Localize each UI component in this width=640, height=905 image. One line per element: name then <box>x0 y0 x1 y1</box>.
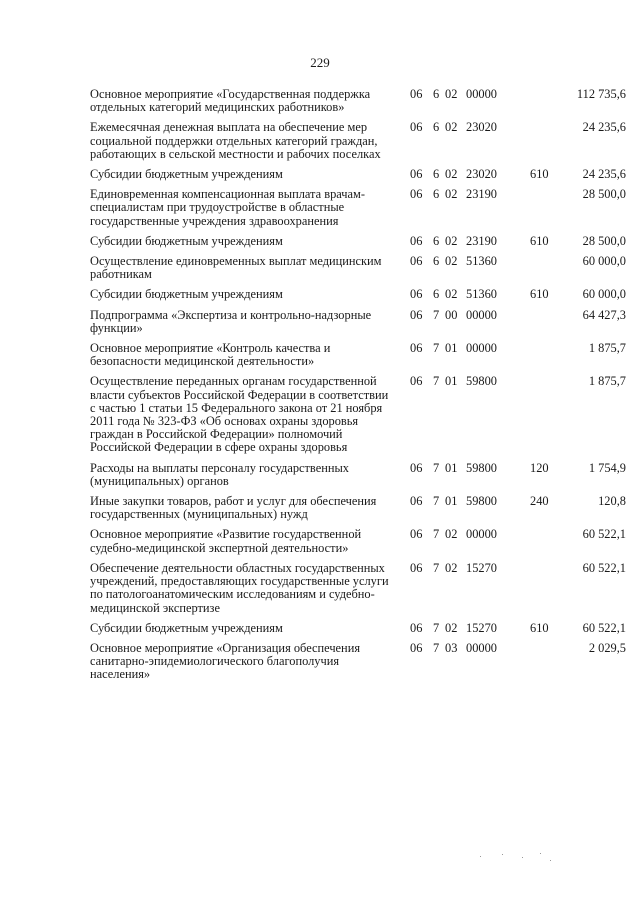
row-amount: 112 735,6 <box>576 87 626 101</box>
code-part: 02 <box>445 233 458 248</box>
row-amount: 24 235,6 <box>582 120 626 135</box>
code-part: 15270 <box>466 620 497 635</box>
budget-row <box>90 375 626 461</box>
row-expense-type: 240 <box>530 494 549 509</box>
budget-row <box>90 462 626 495</box>
row-expense-type <box>530 642 566 689</box>
row-expense-type: 610 <box>530 287 549 302</box>
row-name: Расходы на выплаты персоналу государственных (муниципальных) органов <box>90 460 349 488</box>
row-code <box>398 375 530 461</box>
code-part: 59800 <box>466 374 497 389</box>
code-part: 00000 <box>466 341 497 356</box>
row-code <box>398 562 530 622</box>
row-code <box>398 235 530 255</box>
row-code <box>398 528 530 561</box>
code-part: 02 <box>445 254 458 269</box>
code-part: 03 <box>445 640 458 655</box>
row-code <box>398 462 530 495</box>
row-amount: 60 000,0 <box>582 287 626 302</box>
scan-speck <box>480 856 481 857</box>
row-expense-type: 610 <box>530 620 549 635</box>
code-part: 06 <box>410 167 423 182</box>
row-amount: 28 500,0 <box>582 187 626 202</box>
row-code <box>398 288 530 308</box>
code-part: 02 <box>445 287 458 302</box>
code-part: 06 <box>410 233 423 248</box>
row-name: Субсидии бюджетным учреждениям <box>90 233 283 248</box>
row-code <box>398 255 530 288</box>
page-number: 229 <box>310 55 330 70</box>
budget-row <box>90 168 626 188</box>
code-part: 06 <box>410 494 423 509</box>
code-part: 7 <box>433 460 440 475</box>
row-name: Субсидии бюджетным учреждениям <box>90 167 283 182</box>
row-expense-type <box>530 309 566 342</box>
code-part: 00000 <box>466 640 497 655</box>
scan-speck <box>502 854 503 855</box>
row-name: Основное мероприятие «Развитие государственной судебно-медицинской экспертной деятельности» <box>90 527 362 555</box>
code-part: 02 <box>445 187 458 202</box>
row-name: Обеспечение деятельности областных государственных учреждений, предоставляющих государственные услуги по патологоанатомическим исследованиям и судебно-медицинской экспертизе <box>90 560 389 615</box>
budget-row <box>90 121 626 168</box>
scan-artifacts <box>480 850 560 862</box>
code-part: 06 <box>410 341 423 356</box>
scan-speck <box>540 853 541 854</box>
code-part: 23190 <box>466 233 497 248</box>
row-expense-type <box>530 342 566 375</box>
budget-row <box>90 288 626 308</box>
code-part: 06 <box>410 620 423 635</box>
budget-row <box>90 642 626 689</box>
row-expense-type <box>530 562 566 622</box>
row-name: Ежемесячная денежная выплата на обеспечение мер социальной поддержки отдельных категорий граждан, работающих в сельской местности и рабочих поселках <box>90 120 381 161</box>
code-part: 02 <box>445 560 458 575</box>
row-amount: 60 522,1 <box>582 620 626 635</box>
scan-speck <box>550 860 551 861</box>
code-part: 02 <box>445 120 458 135</box>
code-part: 6 <box>433 233 440 248</box>
code-part: 51360 <box>466 287 497 302</box>
code-part: 7 <box>433 341 440 356</box>
code-part: 00000 <box>466 527 497 542</box>
code-part: 7 <box>433 374 440 389</box>
budget-table-body <box>90 88 626 689</box>
code-part: 00000 <box>466 307 497 322</box>
code-part: 6 <box>433 120 440 135</box>
code-part: 00000 <box>466 87 497 101</box>
code-part: 06 <box>410 254 423 269</box>
row-amount: 24 235,6 <box>582 167 626 182</box>
row-name: Осуществление переданных органам государственной власти субъектов Российской Федерации в соответствии с частью 1 статьи 15 Федерального закона от 21 ноября 2011 года № 323-ФЗ «Об основах охраны здоровья граждан в Российской Федерации» полномочий Российской Федерации в сфере охраны здоровья <box>90 374 389 455</box>
row-code <box>398 88 530 121</box>
code-part: 02 <box>445 87 458 101</box>
row-code <box>398 168 530 188</box>
row-name: Единовременная компенсационная выплата врачам-специалистам при трудоустройстве в областные государственные учреждения здравоохранения <box>90 187 365 228</box>
code-part: 6 <box>433 187 440 202</box>
budget-row <box>90 342 626 375</box>
row-name: Субсидии бюджетным учреждениям <box>90 620 283 635</box>
scan-speck <box>522 857 523 858</box>
row-amount: 1 875,7 <box>588 341 626 356</box>
code-part: 01 <box>445 374 458 389</box>
code-part: 06 <box>410 187 423 202</box>
row-code <box>398 495 530 528</box>
code-part: 06 <box>410 460 423 475</box>
row-expense-type <box>530 375 566 461</box>
code-part: 23020 <box>466 167 497 182</box>
code-part: 02 <box>445 527 458 542</box>
code-part: 6 <box>433 254 440 269</box>
code-part: 59800 <box>466 494 497 509</box>
code-part: 06 <box>410 87 423 101</box>
row-name: Осуществление единовременных выплат медицинским работникам <box>90 254 382 282</box>
code-part: 06 <box>410 527 423 542</box>
code-part: 59800 <box>466 460 497 475</box>
code-part: 02 <box>445 167 458 182</box>
row-expense-type <box>530 188 566 235</box>
row-name: Иные закупки товаров, работ и услуг для обеспечения государственных (муниципальных) нужд <box>90 494 377 522</box>
row-expense-type <box>530 255 566 288</box>
code-part: 02 <box>445 620 458 635</box>
code-part: 6 <box>433 167 440 182</box>
budget-row <box>90 495 626 528</box>
code-part: 6 <box>433 87 440 101</box>
row-code <box>398 342 530 375</box>
code-part: 15270 <box>466 560 497 575</box>
code-part: 06 <box>410 287 423 302</box>
row-name: Основное мероприятие «Государственная поддержка отдельных категорий медицинских работников» <box>90 87 371 115</box>
row-amount: 60 522,1 <box>582 560 626 575</box>
budget-row <box>90 88 626 121</box>
row-name: Основное мероприятие «Организация обеспечения санитарно-эпидемиологического благополучия населения» <box>90 640 361 682</box>
row-expense-type <box>530 528 566 561</box>
code-part: 06 <box>410 120 423 135</box>
code-part: 7 <box>433 640 440 655</box>
row-expense-type: 120 <box>530 460 549 475</box>
budget-table <box>90 88 626 689</box>
row-name: Подпрограмма «Экспертиза и контрольно-надзорные функции» <box>90 307 372 335</box>
row-code <box>398 642 530 689</box>
row-code <box>398 309 530 342</box>
row-name: Субсидии бюджетным учреждениям <box>90 287 283 302</box>
code-part: 00 <box>445 307 458 322</box>
row-code <box>398 121 530 168</box>
budget-row <box>90 622 626 642</box>
code-part: 23020 <box>466 120 497 135</box>
code-part: 06 <box>410 374 423 389</box>
row-amount: 64 427,3 <box>582 307 626 322</box>
row-amount: 2 029,5 <box>588 640 626 655</box>
budget-row <box>90 188 626 235</box>
budget-row <box>90 562 626 622</box>
code-part: 06 <box>410 307 423 322</box>
code-part: 7 <box>433 620 440 635</box>
row-amount: 60 000,0 <box>582 254 626 269</box>
row-amount: 28 500,0 <box>582 233 626 248</box>
code-part: 06 <box>410 560 423 575</box>
code-part: 7 <box>433 307 440 322</box>
code-part: 06 <box>410 640 423 655</box>
budget-row <box>90 255 626 288</box>
row-expense-type: 610 <box>530 233 549 248</box>
budget-row <box>90 309 626 342</box>
budget-row <box>90 528 626 561</box>
row-amount: 120,8 <box>598 494 626 509</box>
row-code <box>398 622 530 642</box>
row-expense-type: 610 <box>530 167 549 182</box>
row-amount: 1 875,7 <box>588 374 626 389</box>
row-expense-type <box>530 121 566 168</box>
row-amount: 60 522,1 <box>582 527 626 542</box>
code-part: 6 <box>433 287 440 302</box>
row-amount: 1 754,9 <box>588 460 626 475</box>
code-part: 01 <box>445 460 458 475</box>
code-part: 01 <box>445 494 458 509</box>
code-part: 7 <box>433 494 440 509</box>
budget-row <box>90 235 626 255</box>
code-part: 51360 <box>466 254 497 269</box>
row-code <box>398 188 530 235</box>
code-part: 23190 <box>466 187 497 202</box>
code-part: 7 <box>433 527 440 542</box>
row-name: Основное мероприятие «Контроль качества и безопасности медицинской деятельности» <box>90 341 331 369</box>
code-part: 01 <box>445 341 458 356</box>
code-part: 7 <box>433 560 440 575</box>
row-expense-type <box>530 88 566 121</box>
